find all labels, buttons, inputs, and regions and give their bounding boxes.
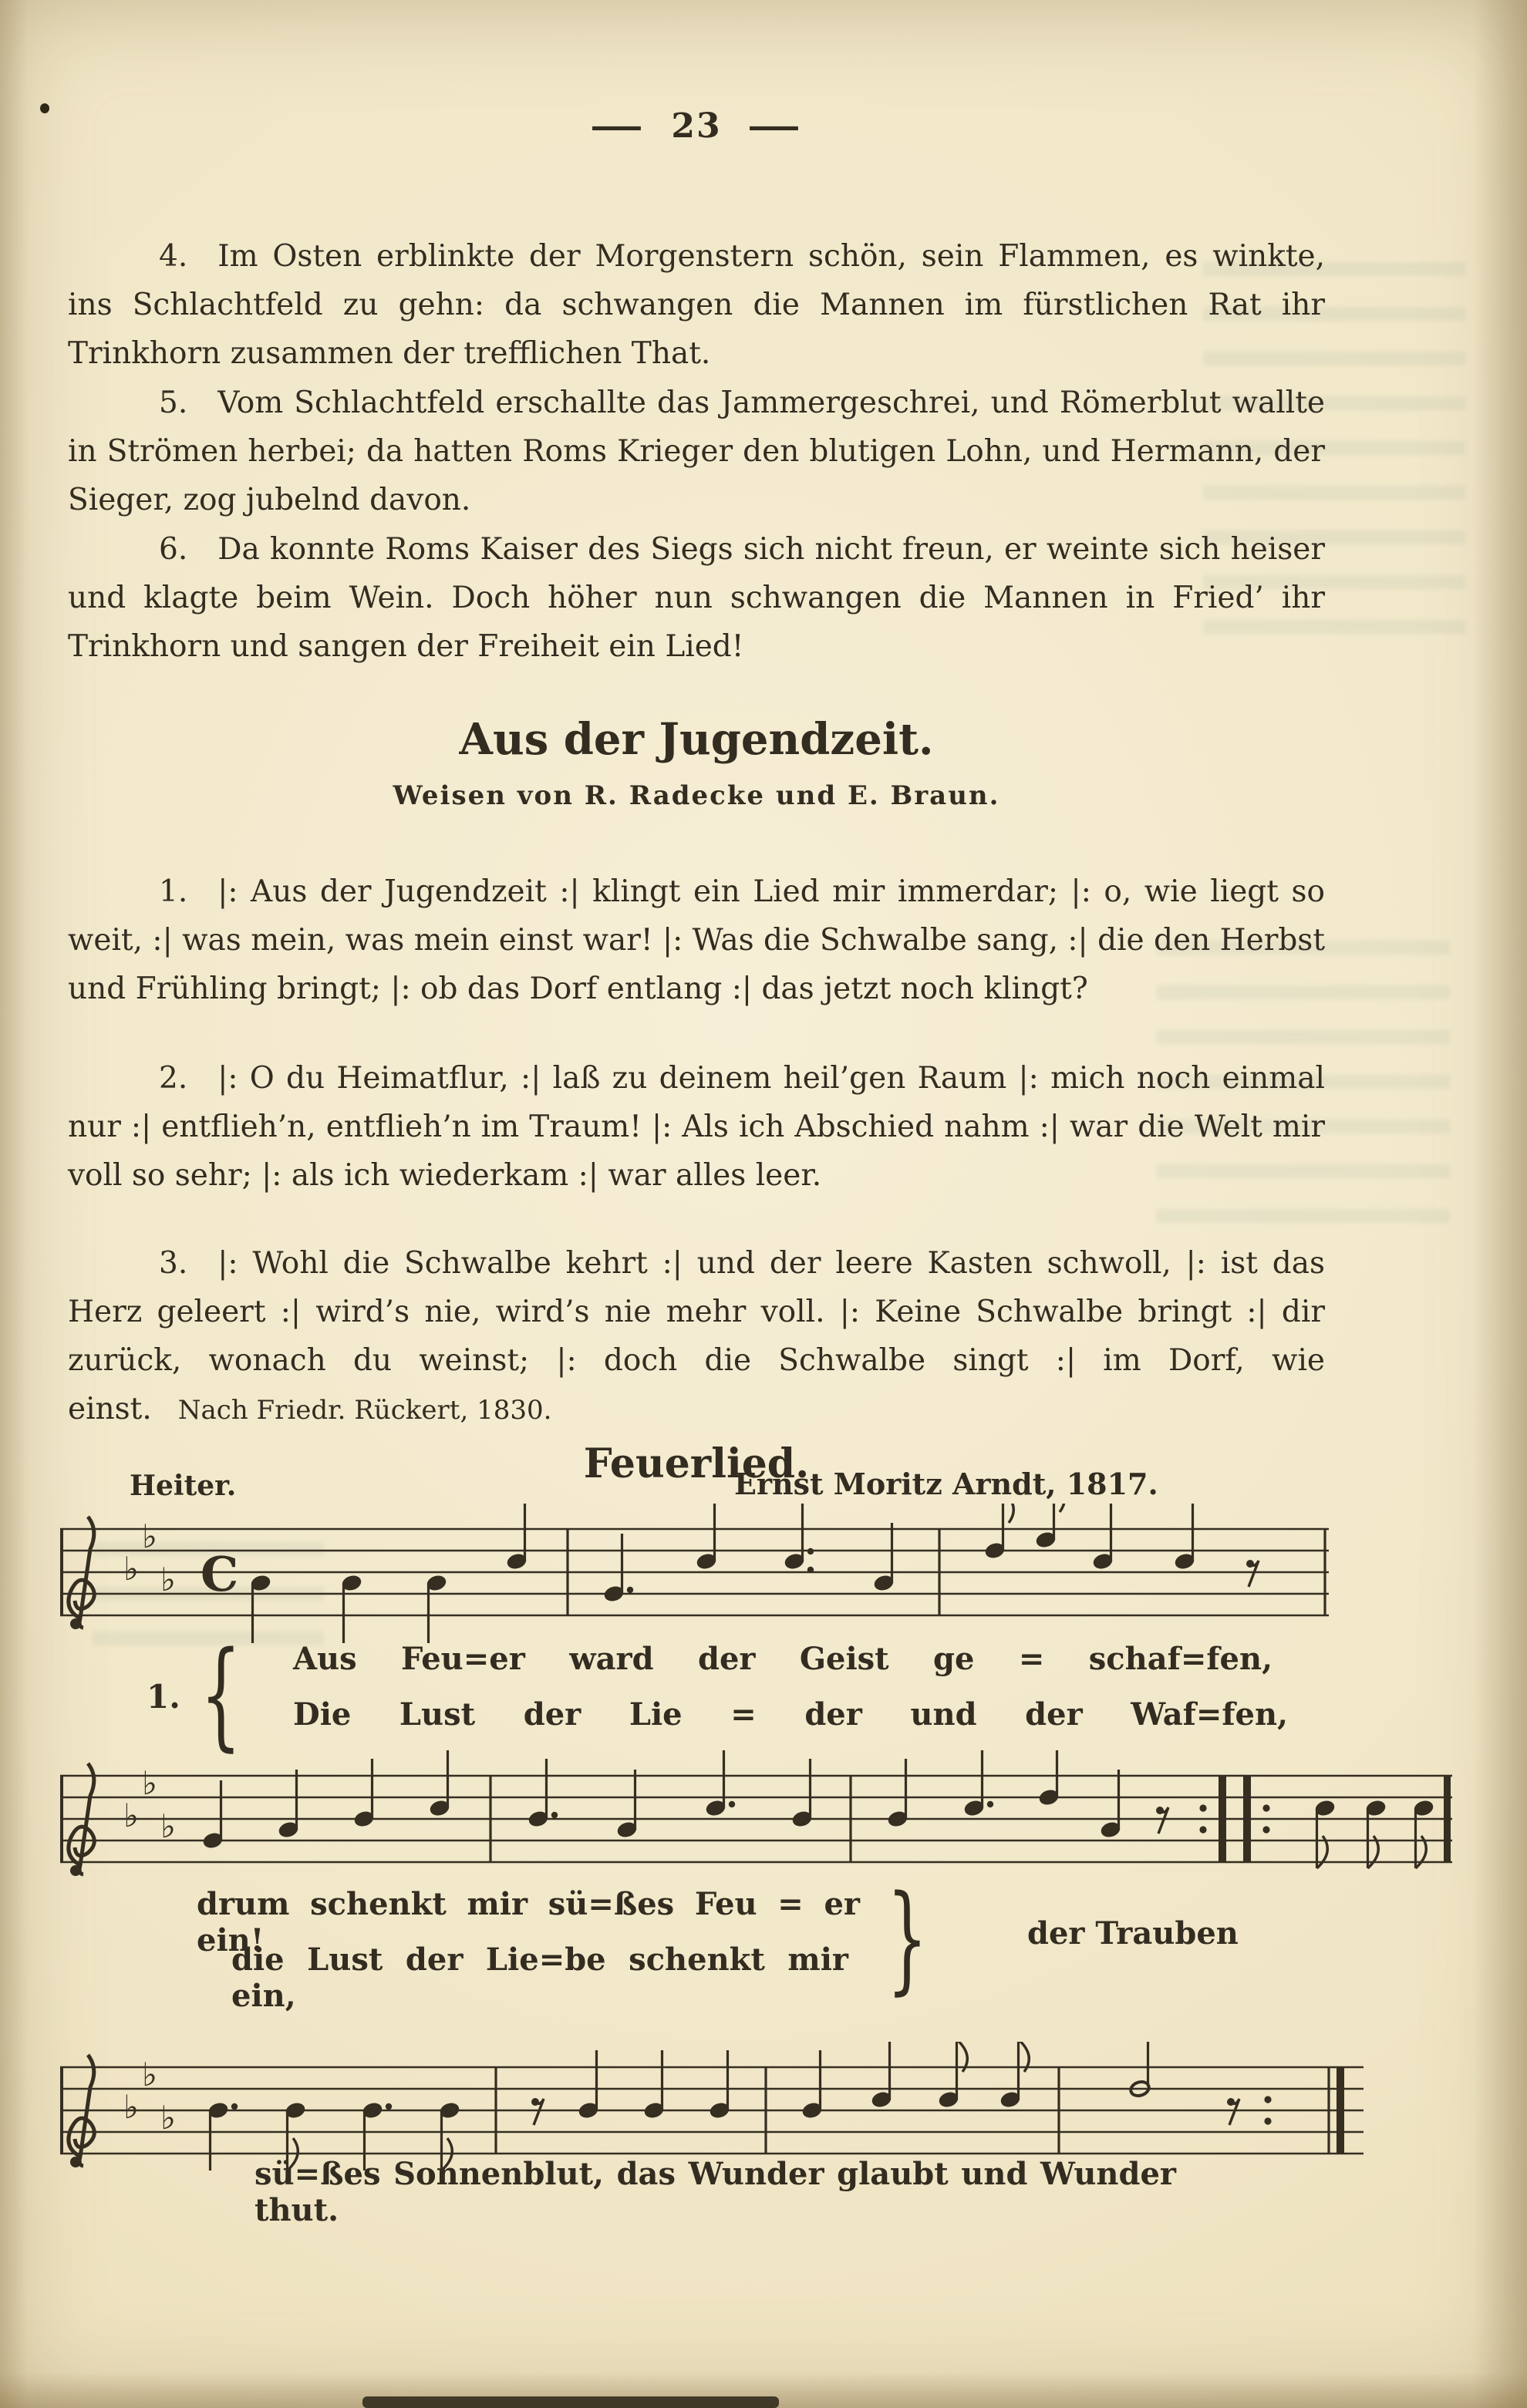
feuerlied-lyric-continuation: der Trauben <box>1027 1915 1239 1952</box>
svg-text:♭: ♭ <box>123 1550 139 1588</box>
ink-speck <box>40 103 49 113</box>
jugendzeit-verse-2: 2. |: O du Heimatflur, :| laß zu deinem heil’gen Raum |: mich noch einmal nur :| entflieh’n, entflieh’n im Traum! |: Als ich Abschied nahm :| war die Welt mir voll so sehr; |: als ich wiederkam :| war alles leer. <box>68 1061 1325 1193</box>
lyric-brace-open: { <box>200 1626 241 1763</box>
jugendzeit-verse-3-text: 3. |: Wohl die Schwalbe kehrt :| und der leere Kasten schwoll, |: ist das Herz geleert :| wird’s nie, wird’s nie mehr voll. |: Keine Schwalbe bringt :| dir zurück, wonach du weinst; |: doch die Schwalbe singt :| im Dorf, wie einst. <box>68 1246 1325 1426</box>
music-staff-3 <box>60 2042 1364 2204</box>
feuerlied-lyric-3: sü=ßes Sonnenblut, das Wunder glaubt und Wunder thut. <box>254 2156 1176 2228</box>
verse-5: 5. Vom Schlachtfeld erschallte das Jammergeschrei, und Römerblut wallte in Strömen herbei; da hatten Roms Krieger den blutigen Lohn, und Hermann, der Sieger, zog jubelnd davon. <box>68 386 1325 517</box>
feuerlied-verse-number: 1. <box>147 1678 180 1716</box>
header-dash-left: — <box>589 106 647 146</box>
svg-text:♭: ♭ <box>160 1807 176 1845</box>
lyric-brace-close: } <box>886 1870 928 2006</box>
scan-smudge <box>362 2396 779 2408</box>
header-dash-right: — <box>746 106 804 146</box>
svg-text:♭: ♭ <box>142 1764 157 1802</box>
page-edge-shadow-left <box>0 0 28 2408</box>
verse-4: 4. Im Osten erblinkte der Morgenstern schön, sein Flammen, es winkte, ins Schlachtfeld zu gehn: da schwangen die Mannen im fürstlichen Rat ihr Trinkhorn zusammen der trefflichen That. <box>68 239 1325 371</box>
feuerlied-lyric-1b: Die Lust der Lie = der und der Waf=fen, <box>293 1696 1288 1733</box>
svg-text:♭: ♭ <box>123 1797 139 1834</box>
music-staff-1 <box>60 1504 1329 1665</box>
page-header <box>68 106 1325 146</box>
tempo-marking: Heiter. <box>130 1470 237 1502</box>
svg-text:♭: ♭ <box>123 2088 139 2126</box>
feuerlied-lyric-2a: drum schenkt mir sü=ßes Feu = er ein! <box>197 1886 860 1958</box>
music-staff-2 <box>60 1750 1452 1912</box>
page-edge-shadow-right <box>1473 0 1527 2408</box>
jugendzeit-verse-3 <box>68 1239 1325 1435</box>
svg-text:♭: ♭ <box>142 1517 157 1555</box>
song-title-feuerlied: Feuerlied. <box>583 1440 810 1487</box>
song-author: Ernst Moritz Arndt, 1817. <box>734 1467 1158 1501</box>
verse-6: 6. Da konnte Roms Kaiser des Siegs sich nicht freun, er weinte sich heiser und klagte beim Wein. Doch höher nun schwangen die Mannen in Fried’ ihr Trinkhorn und sangen der Freiheit ein Lied! <box>68 532 1325 664</box>
svg-text:♭: ♭ <box>160 2099 176 2137</box>
song-title-jugendzeit: Aus der Jugendzeit. <box>459 714 934 765</box>
jugendzeit-verse-1: 1. |: Aus der Jugendzeit :| klingt ein Lied mir immerdar; |: o, wie liegt so weit, :| was mein, was mein einst war! |: Was die Schwalbe sang, :| die den Herbst und Frühling bringt; |: ob das Dorf entlang :| das jetzt noch klingt? <box>68 874 1325 1006</box>
feuerlied-lyric-2b: die Lust der Lie=be schenkt mir ein, <box>231 1942 848 2014</box>
svg-text:C: C <box>201 1546 239 1602</box>
page-number: 23 <box>671 106 722 146</box>
svg-text:♭: ♭ <box>142 2056 157 2093</box>
attribution-rueckert: Nach Friedr. Rückert, 1830. <box>177 1395 552 1426</box>
feuerlied-lyric-1a: Aus Feu=er ward der Geist ge = schaf=fen, <box>293 1641 1272 1677</box>
svg-text:♭: ♭ <box>160 1561 176 1598</box>
song-subtitle-jugendzeit: Weisen von R. Radecke und E. Braun. <box>393 780 1000 811</box>
